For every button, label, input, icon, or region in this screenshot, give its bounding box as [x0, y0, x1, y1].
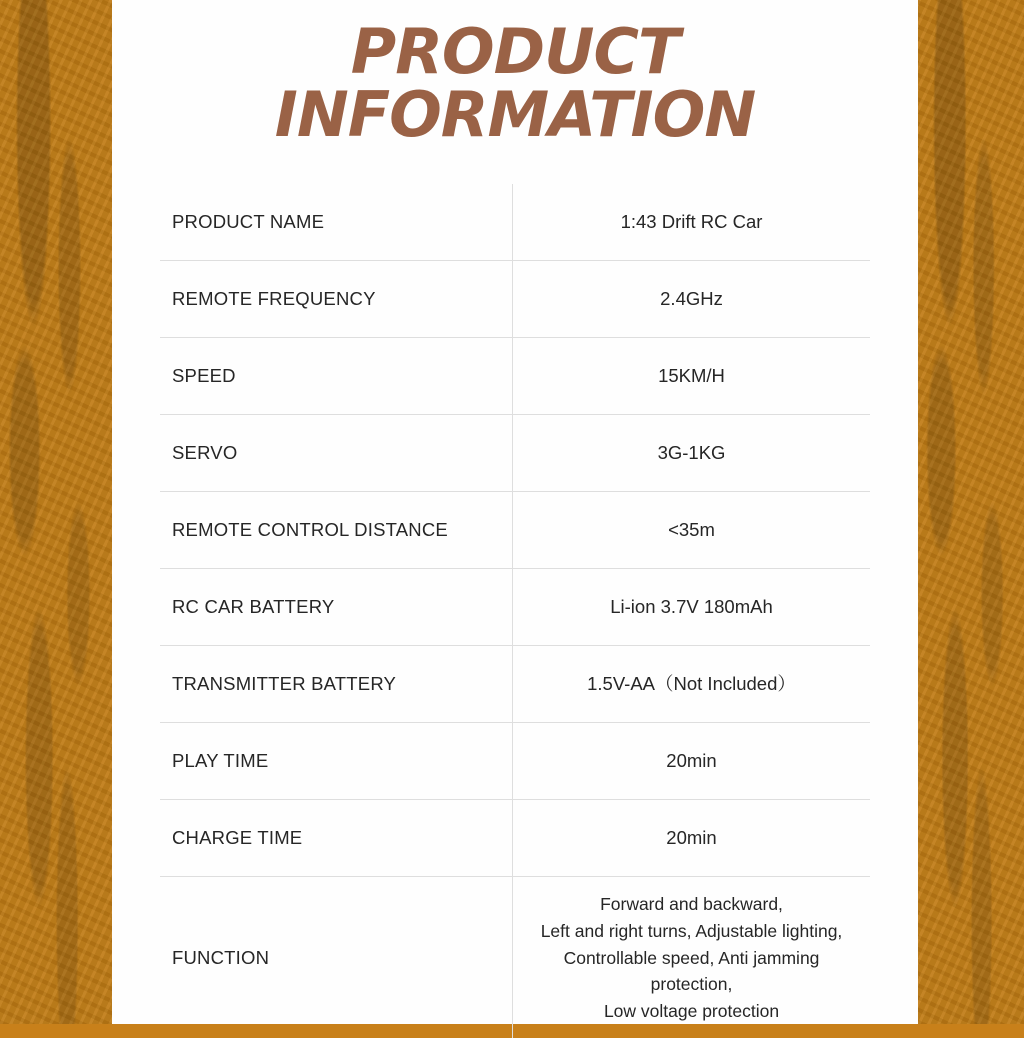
- table-row: [160, 569, 870, 646]
- table-row: [160, 260, 870, 337]
- function-line: Controllable speed, Anti jamming protection,: [523, 945, 860, 998]
- function-line: Left and right turns, Adjustable lighting,: [523, 918, 860, 945]
- table-row: [160, 800, 870, 877]
- spec-value: 3G-1KG: [513, 414, 871, 491]
- content-sheet: [112, 0, 918, 1024]
- page-title: [112, 0, 918, 146]
- spec-value: 20min: [513, 723, 871, 800]
- spec-value: 20min: [513, 800, 871, 877]
- spec-value: 2.4GHz: [513, 260, 871, 337]
- spec-label: FUNCTION: [160, 877, 513, 1038]
- spec-label: SPEED: [160, 337, 513, 414]
- specifications-table: [160, 184, 870, 1038]
- spec-value-function: [513, 877, 871, 1038]
- function-line: Forward and backward,: [523, 891, 860, 918]
- spec-label: PRODUCT NAME: [160, 184, 513, 261]
- table-row-function: [160, 877, 870, 1038]
- spec-value: 1:43 Drift RC Car: [513, 184, 871, 261]
- spec-label: REMOTE FREQUENCY: [160, 260, 513, 337]
- spec-value: 15KM/H: [513, 337, 871, 414]
- right-texture-band: [918, 0, 1024, 1024]
- spec-label: RC CAR BATTERY: [160, 569, 513, 646]
- spec-label: CHARGE TIME: [160, 800, 513, 877]
- table-row: [160, 491, 870, 568]
- spec-label: SERVO: [160, 414, 513, 491]
- title-line-1: PRODUCT: [112, 22, 918, 83]
- spec-label: PLAY TIME: [160, 723, 513, 800]
- table-row: [160, 723, 870, 800]
- spec-value: Li-ion 3.7V 180mAh: [513, 569, 871, 646]
- title-line-2: INFORMATION: [112, 85, 918, 146]
- table-row: [160, 646, 870, 723]
- table-row: [160, 184, 870, 261]
- spec-label: REMOTE CONTROL DISTANCE: [160, 491, 513, 568]
- table-row: [160, 337, 870, 414]
- table-row: [160, 414, 870, 491]
- left-texture-band: [0, 0, 112, 1024]
- spec-label: TRANSMITTER BATTERY: [160, 646, 513, 723]
- spec-value: 1.5V-AA（Not Included）: [513, 646, 871, 723]
- spec-value: <35m: [513, 491, 871, 568]
- function-line: Low voltage protection: [523, 998, 860, 1025]
